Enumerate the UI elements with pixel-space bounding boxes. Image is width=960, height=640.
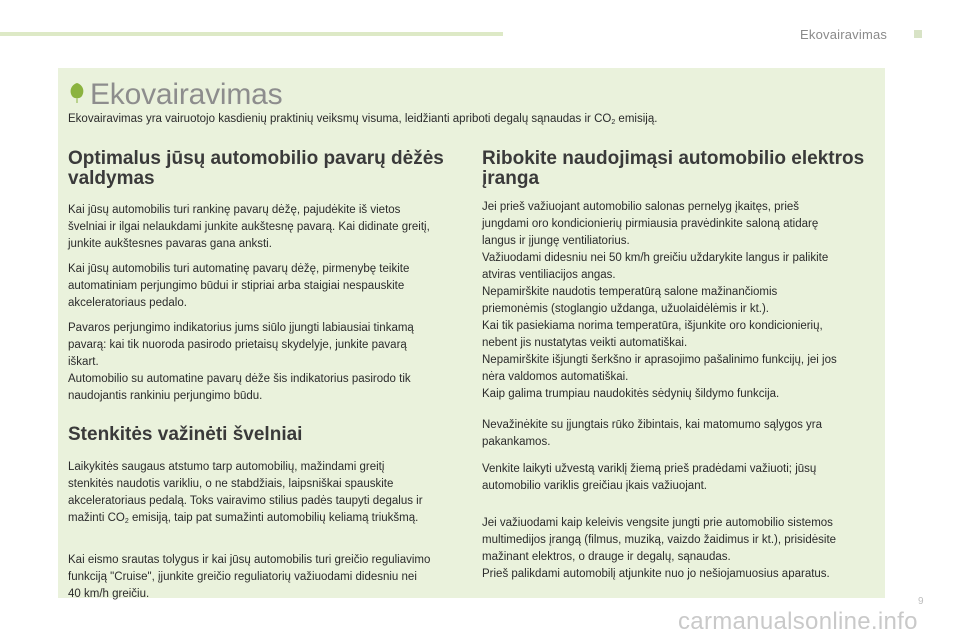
watermark: carmanualsonline.info xyxy=(678,608,918,635)
paragraph-air-conditioning: Jei prieš važiuojant automobilio salonas pernelyg įkaitęs, prieš jungdami oro kondicionierių pirmiausia pravėdinkite saloną atidarę langus ir įjungę ventiliatorius. Važiuodami didesniu nei 50 km/h greičiu uždarykite langus ir palikite atviras ventiliacijos angas. Nepamirškite naudotis temperatūrą salone mažinančiomis priemonėmis (stoglangio uždanga, užuolaidėlėmis ir kt.). Kai tik pasiekiama norima temperatūra, išjunkite oro kondicionierių, nebent jis nustatytas veikti automatiškai. Nepamirškite išjungti šerkšno ir aprasojimo pašalinimo funkcijų, jei jos nėra valdomos automatiškai. Kaip galima trumpiau naudokitės sėdynių šildymo funkcija. xyxy=(482,201,837,400)
page-number: 9 xyxy=(918,596,924,607)
paragraph-automatic-gearbox: Kai jūsų automobilis turi automatinę pavarų dėžę, pirmenybę teikite automatiniam perjungimo būdui ir stipriai arba staigiai nespauskite akceleratoriaus pedalo. xyxy=(68,263,410,309)
paragraph-gear-indicator: Pavaros perjungimo indikatorius jums siūlo įjungti labiausiai tinkamą pavarą: kai tik nuoroda pasirodo prietaisų skydelyje, junkite pavarą iškart. Automobilio su automatine pavarų dėže šis indikatorius pasirodo tik naudojantis rankiniu perjungimo būdu. xyxy=(68,322,414,402)
section-title-smooth-driving: Stenkitės važinėti švelniai xyxy=(68,424,303,445)
page-title: Ekovairavimas xyxy=(90,78,283,111)
section-title-gearbox: Optimalus jūsų automobilio pavarų dėžės valdymas xyxy=(68,148,444,189)
left-column xyxy=(68,149,463,603)
paragraph-cruise-control: Kai eismo srautas tolygus ir kai jūsų automobilis turi greičio reguliavimo funkciją "Cruise", įjunkite greičio reguliatorių važiuodami didesniu nei 40 km/h greičiu. xyxy=(68,554,431,600)
header-marker xyxy=(914,30,922,38)
paragraph-safe-distance: Laikykitės saugaus atstumo tarp automobilių, mažindami greitį stenkitės naudotis varikliu, o ne stabdžiais, laipsniškai spauskite akceleratoriaus pedalą. Toks vairavimo stilius padės taupyti degalus ir mažinti $CO_2$ emisiją, taip pat sumažinti automobilių keliamą triukšmą. xyxy=(68,461,423,525)
paragraph-engine-idle: Venkite laikyti užvestą variklį žiemą prieš pradėdami važiuoti; jūsų automobilio variklis greičiau įkais važiuojant. xyxy=(482,463,817,492)
header-section-title: Ekovairavimas xyxy=(800,27,888,42)
section-title-electrical: Ribokite naudojimąsi automobilio elektros įranga xyxy=(482,148,865,189)
leaf-icon xyxy=(68,82,86,104)
paragraph-manual-gearbox: Kai jūsų automobilis turi rankinę pavarų dėžę, pajudėkite iš vietos švelniai ir ilgai nelaukdami junkite aukštesnę pavarą. Kai didinate greitį, junkite aukštesnes pavaras gana anksti. xyxy=(68,204,430,250)
paragraph-multimedia: Jei važiuodami kaip keleivis vengsite jungti prie automobilio sistemos multimedijos įrangą (filmus, muziką, vaizdo žaidimus ir kt.), prisidėsite mažinant elektros, o drauge ir degalų, sąnaudas. Prieš palikdami automobilį atjunkite nuo jo nešiojamuosius aparatus. xyxy=(482,517,837,580)
header-accent-bar xyxy=(0,32,503,36)
intro-text: Ekovairavimas yra vairuotojo kasdienių praktinių veiksmų visuma, leidžianti apriboti degalų sąnaudas ir $CO_2$ emisiją. xyxy=(68,113,658,126)
paragraph-fog-lights: Nevažinėkite su įjungtais rūko žibintais, kai matomumo sąlygos yra pakankamos. xyxy=(482,419,823,448)
right-column xyxy=(482,149,877,583)
